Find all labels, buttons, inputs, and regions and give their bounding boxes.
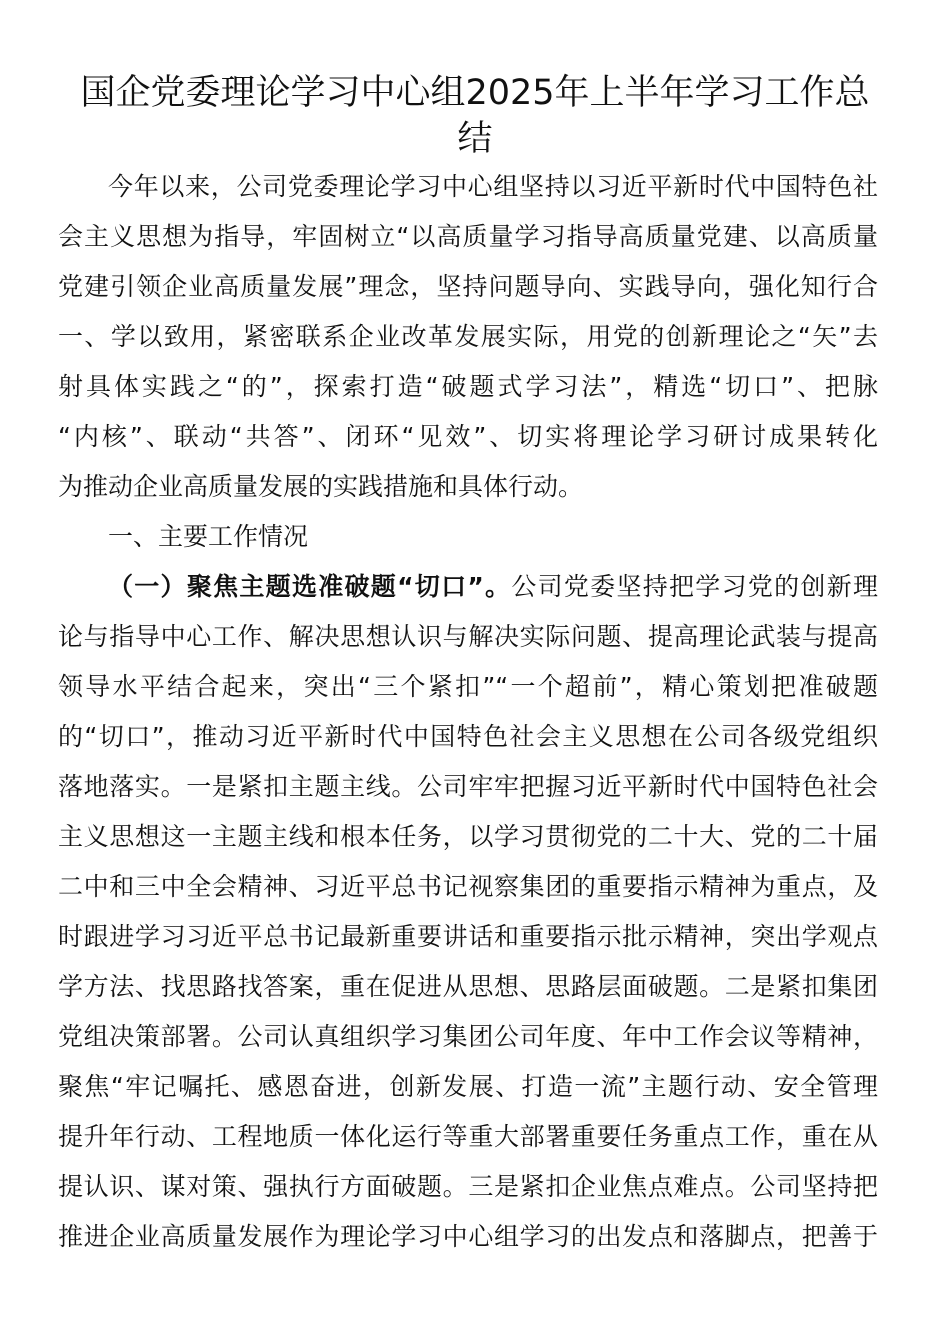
body-paragraph-line: 聚焦“牢记嘱托、感恩奋进，创新发展、打造一流”主题行动、安全管理 — [58, 1072, 878, 1101]
intro-paragraph-line: 会主义思想为指导，牢固树立“以高质量学习指导高质量党建、以高质量 — [58, 222, 878, 251]
body-paragraph-line: 落地落实。一是紧扣主题主线。公司牢牢把握习近平新时代中国特色社会 — [58, 772, 878, 801]
body-paragraph-line: 学方法、找思路找答案，重在促进从思想、思路层面破题。二是紧扣集团 — [58, 972, 878, 1001]
body-paragraph-line: 党组决策部署。公司认真组织学习集团公司年度、年中工作会议等精神， — [58, 1022, 878, 1051]
body-paragraph-line: 二中和三中全会精神、习近平总书记视察集团的重要指示精神为重点，及 — [58, 872, 878, 901]
body-paragraph-line: 提认识、谋对策、强执行方面破题。三是紧扣企业焦点难点。公司坚持把 — [58, 1172, 878, 1201]
body-paragraph-line: 提升年行动、工程地质一体化运行等重大部署重要任务重点工作，重在从 — [58, 1122, 878, 1151]
intro-paragraph-line: “内核”、联动“共答”、闭环“见效”、切实将理论学习研讨成果转化 — [58, 422, 878, 451]
document-title-line-2: 结 — [457, 119, 493, 159]
body-paragraph-line: 的“切口”，推动习近平新时代中国特色社会主义思想在公司各级党组织 — [58, 722, 878, 751]
body-paragraph-line: 领导水平结合起来，突出“三个紧扣”“一个超前”，精心策划把准破题 — [58, 672, 878, 701]
subsection-first-line — [108, 565, 878, 609]
body-paragraph-line: 推进企业高质量发展作为理论学习中心组学习的出发点和落脚点，把善于 — [58, 1222, 878, 1251]
document-title-line-1: 国企党委理论学习中心组2025年上半年学习工作总 — [80, 73, 870, 113]
body-paragraph-line: 主义思想这一主题主线和根本任务，以学习贯彻党的二十大、党的二十届 — [58, 822, 878, 851]
intro-paragraph-line: 党建引领企业高质量发展”理念，坚持问题导向、实践导向，强化知行合 — [58, 272, 878, 301]
body-paragraph-line: 论与指导中心工作、解决思想认识与解决实际问题、提高理论武装与提高 — [58, 622, 878, 651]
subsection-first-line-text: 公司党委坚持把学习党的创新理 — [511, 572, 878, 601]
section-heading: 一、主要工作情况 — [108, 522, 309, 551]
intro-paragraph-line: 为推动企业高质量发展的实践措施和具体行动。 — [58, 472, 584, 501]
intro-paragraph-line: 今年以来，公司党委理论学习中心组坚持以习近平新时代中国特色社 — [108, 172, 878, 201]
body-paragraph-line: 时跟进学习习近平总书记最新重要讲话和重要指示批示精神，突出学观点 — [58, 922, 878, 951]
intro-paragraph-line: 一、学以致用，紧密联系企业改革发展实际，用党的创新理论之“矢”去 — [58, 322, 878, 351]
subsection-heading: （一）聚焦主题选准破题“切口”。 — [108, 572, 512, 601]
intro-paragraph-line: 射具体实践之“的”，探索打造“破题式学习法”，精选“切口”、把脉 — [58, 372, 878, 401]
